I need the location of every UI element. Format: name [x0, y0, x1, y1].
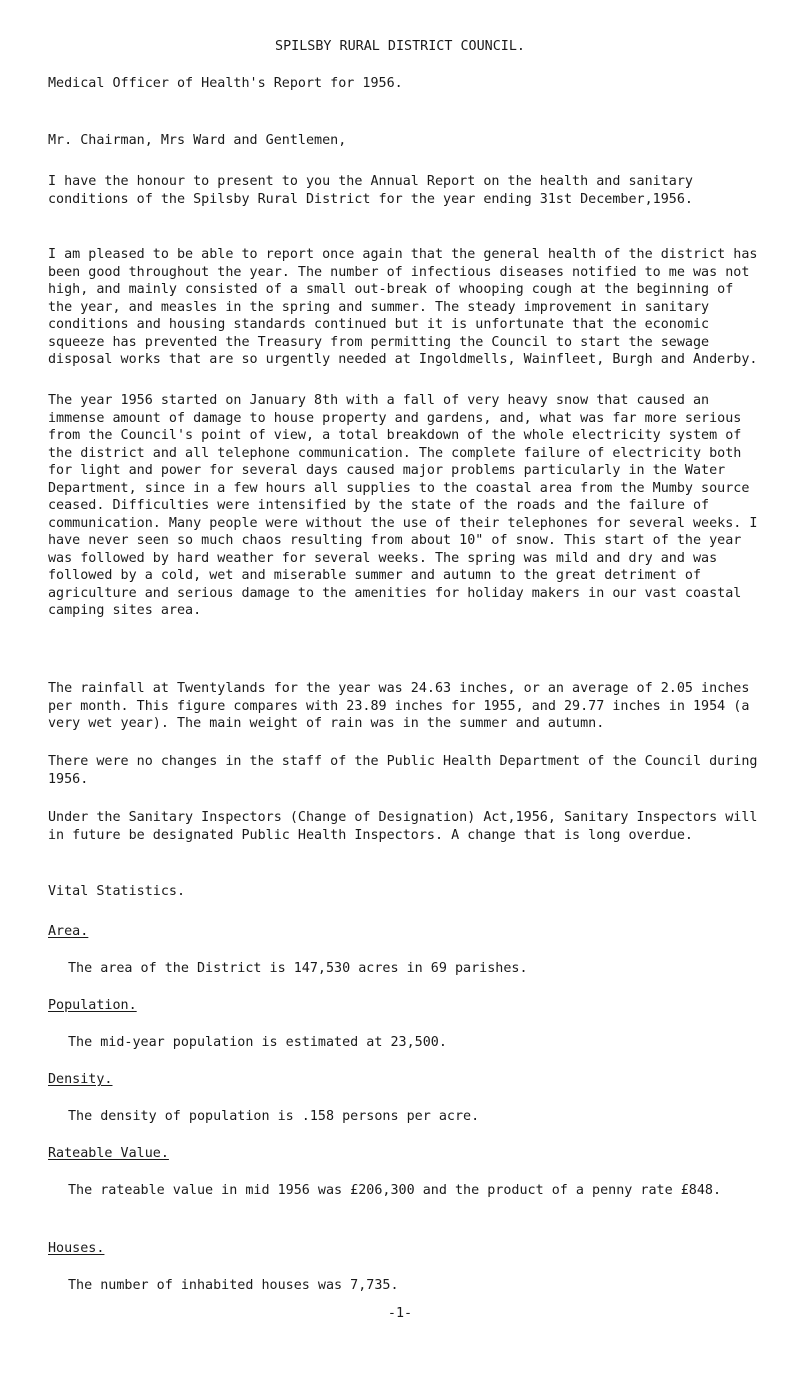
area-heading: Area. [48, 924, 89, 939]
houses-text: The number of inhabited houses was 7,735. [68, 1278, 399, 1293]
houses-heading: Houses. [48, 1241, 105, 1256]
report-title: Medical Officer of Health's Report for 1956. [48, 76, 403, 91]
staff-paragraph: There were no changes in the staff of the Public Health Department of the Council during 1956. [48, 754, 758, 787]
intro-paragraph: I have the honour to present to you the Annual Report on the health and sanitary conditions of the Spilsby Rural District for the year ending 31st December,1956. [48, 174, 693, 207]
population-heading: Population. [48, 998, 137, 1013]
salutation: Mr. Chairman, Mrs Ward and Gentlemen, [48, 133, 347, 148]
density-text: The density of population is .158 persons per acre. [68, 1109, 480, 1124]
population-text: The mid-year population is estimated at 23,500. [68, 1035, 447, 1050]
density-heading: Density. [48, 1072, 113, 1087]
council-heading: SPILSBY RURAL DISTRICT COUNCIL. [275, 39, 525, 54]
vital-statistics-heading: Vital Statistics. [48, 884, 186, 899]
designation-paragraph: Under the Sanitary Inspectors (Change of Designation) Act,1956, Sanitary Inspectors will in future be designated Public Health Inspectors. A change that is long overdue. [48, 810, 758, 843]
general-health-paragraph: I am pleased to be able to report once again that the general health of the district has been good throughout the year. The number of infectious diseases notified to me was not high, and mainly consisted of a small out-break of whooping cough at the beginning of the year, and measles in the spring and summer. The steady improvement in sanitary conditions and housing standards continued but it is unfortunate that the economic squeeze has prevented the Treasury from permitting the Council to start the sewage disposal works that are so urgently needed at Ingoldmells, Wainfleet, Burgh and Anderby. [48, 247, 758, 367]
page-number: -1- [387, 1306, 413, 1321]
rainfall-paragraph: The rainfall at Twentylands for the year was 24.63 inches, or an average of 2.05 inches per month. This figure compares with 23.89 inches for 1955, and 29.77 inches in 1954 (a very wet year). The main weight of rain was in the summer and autumn. [48, 681, 750, 731]
weather-paragraph: The year 1956 started on January 8th with a fall of very heavy snow that caused an immense amount of damage to house property and gardens, and, what was far more serious from the Council's point of view, a total breakdown of the whole electricity system of the district and all telephone communication. The complete failure of electricity both for light and power for several days caused major problems particularly in the Water Department, since in a few hours all supplies to the coastal area from the Mumby source ceased. Difficulties were intensified by the state of the roads and the failure of communication. Many people were without the use of their telephones for several weeks. I have never seen so much chaos resulting from about 10" of snow. This start of the year was followed by hard weather for several weeks. The spring was mild and dry and was followed by a cold, wet and miserable summer and autumn to the great detriment of agriculture and serious damage to the amenities for holiday makers in our vast coastal camping sites area. [48, 393, 758, 618]
rateable-value-heading: Rateable Value. [48, 1146, 169, 1161]
rateable-value-text: The rateable value in mid 1956 was £206,300 and the product of a penny rate £848. [68, 1183, 722, 1198]
area-text: The area of the District is 147,530 acres in 69 parishes. [68, 961, 528, 976]
